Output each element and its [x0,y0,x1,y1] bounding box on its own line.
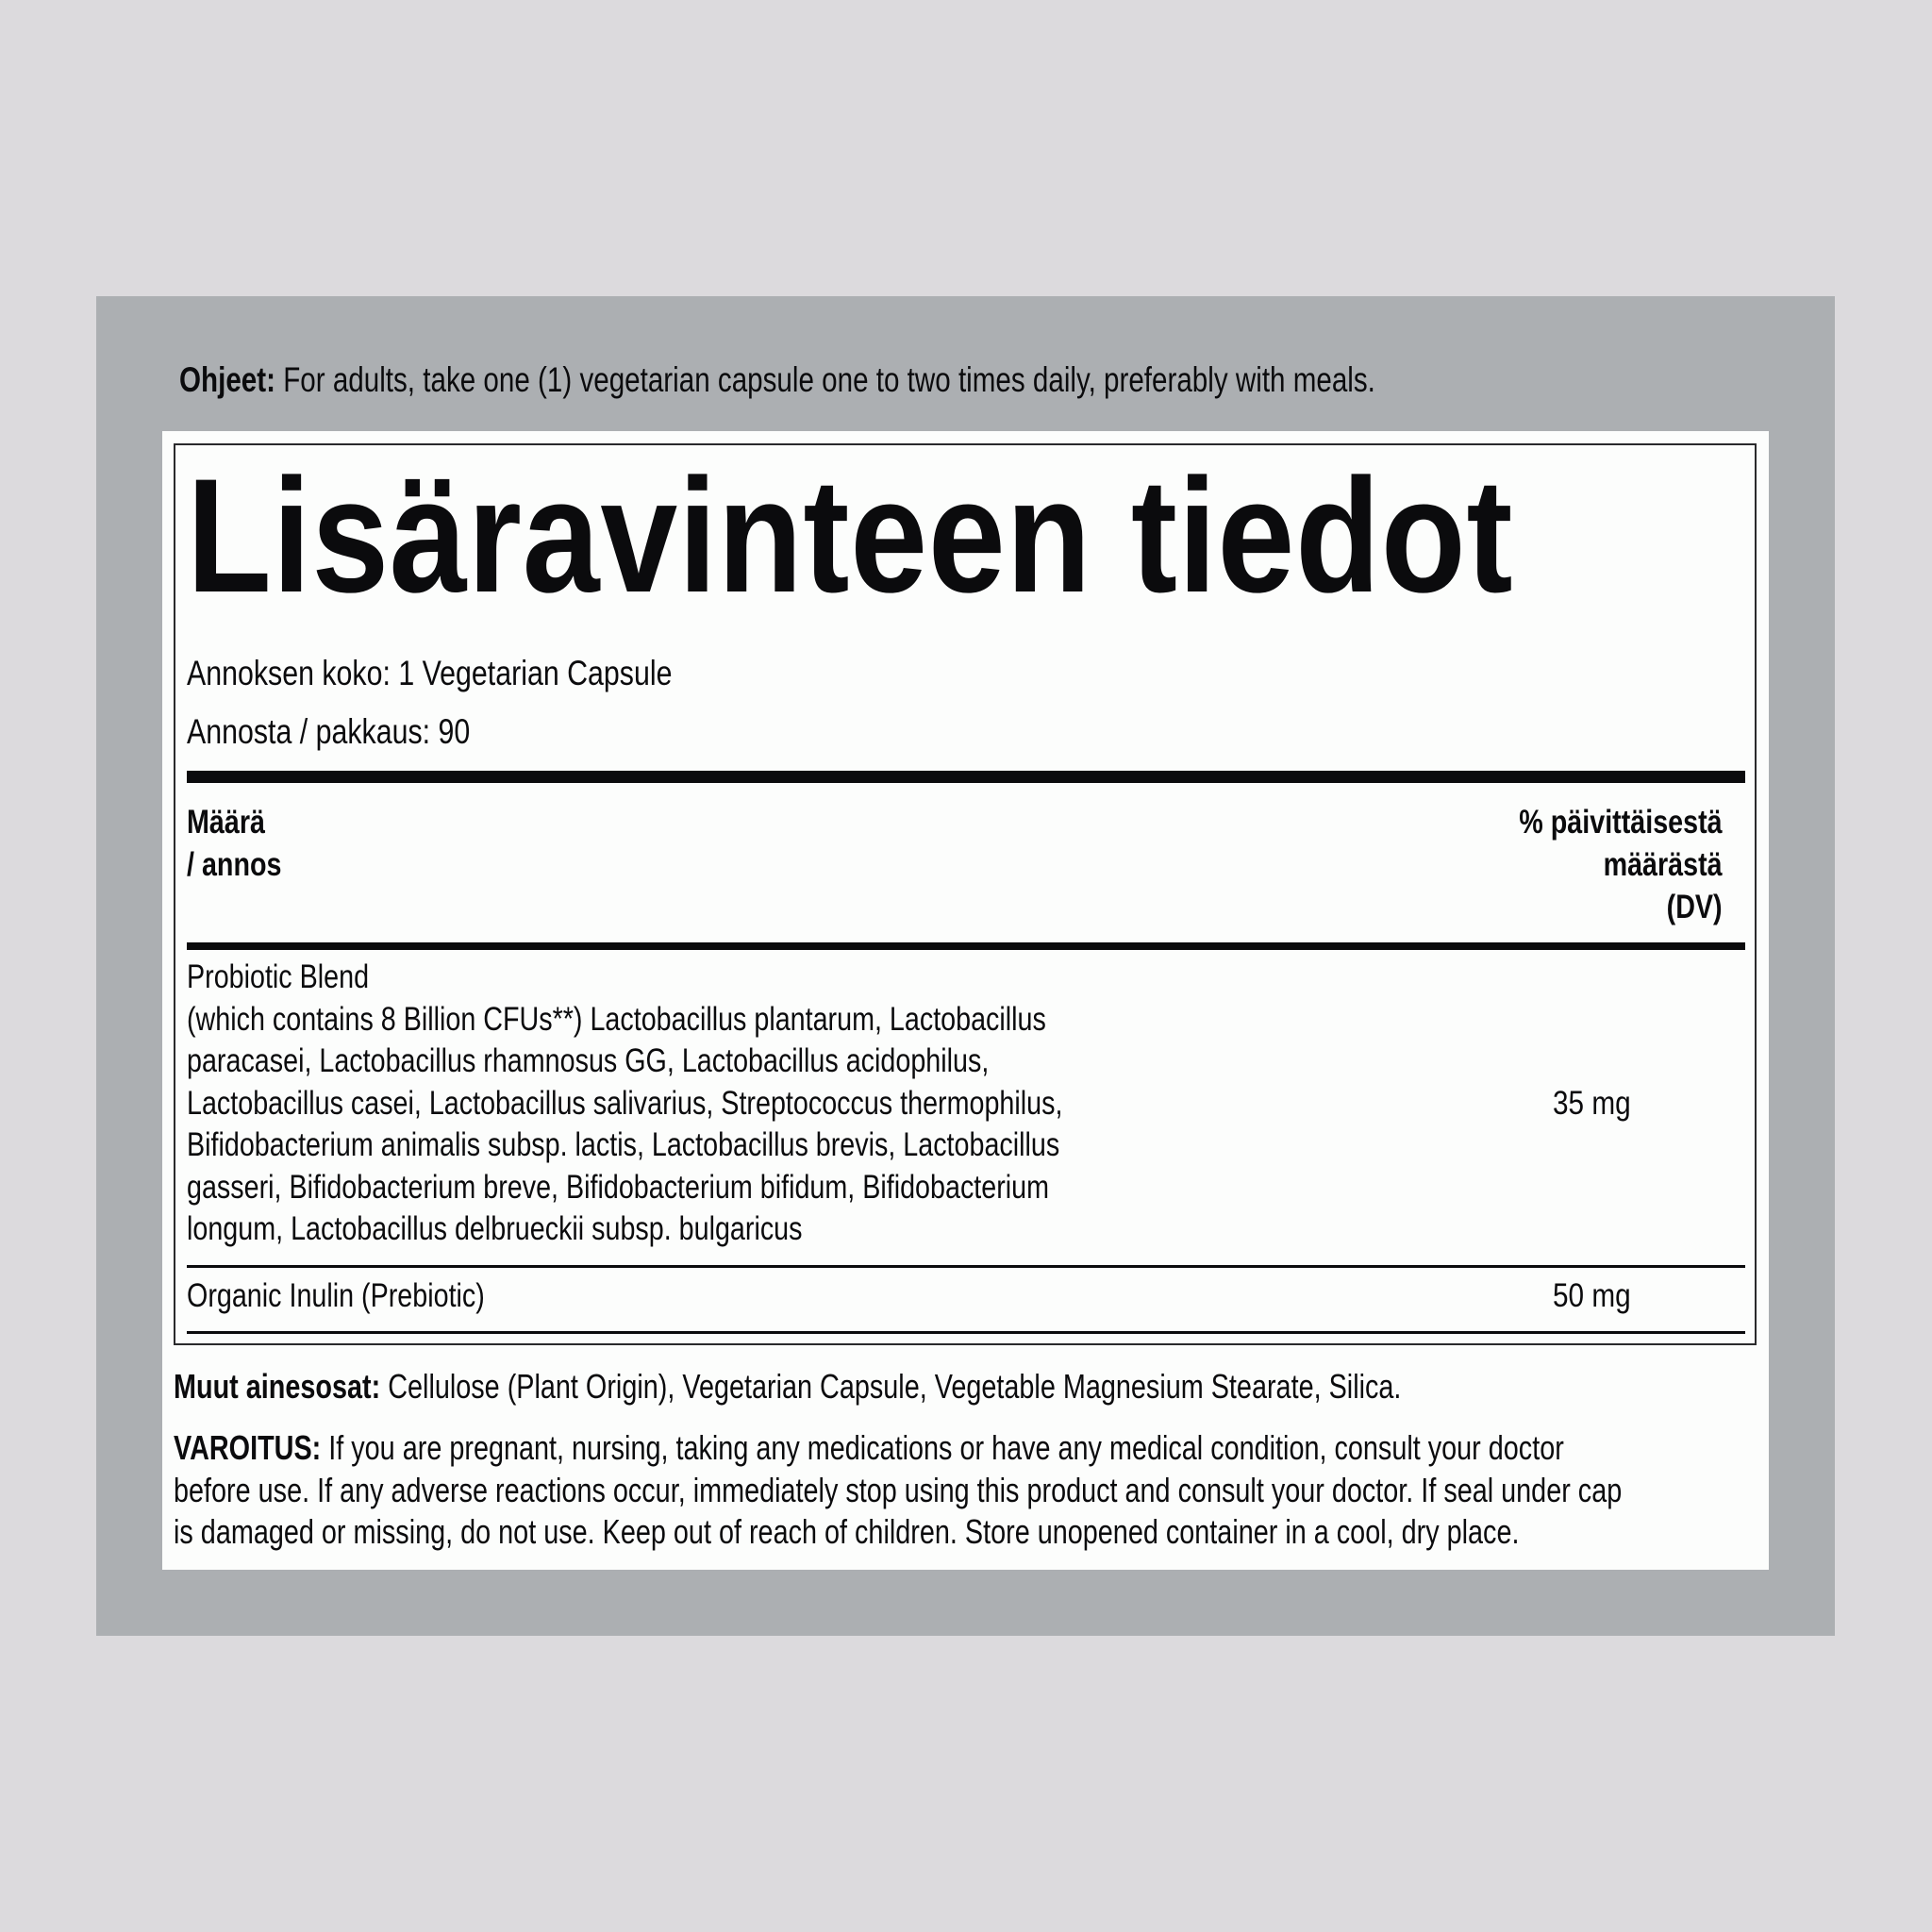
ingredient-detail-line: (which contains 8 Billion CFUs**) Lactobacillus plantarum, Lactobacillus [187,1000,1046,1038]
thin-divider-bottom [187,1331,1745,1334]
other-ingredients-label: Muut ainesosat: [174,1367,381,1406]
ingredient-detail-line: paracasei, Lactobacillus rhamnosus GG, Lactobacillus acidophilus, [187,1042,990,1079]
amount-per-serving-header [187,801,281,886]
thick-divider-header [187,942,1745,950]
warning-text [174,1427,1622,1554]
daily-value-header [1520,801,1723,928]
servings-per-container: Annosta / pakkaus: 90 [187,712,471,751]
ingredient-detail-line: Bifidobacterium animalis subsp. lactis, Lactobacillus brevis, Lactobacillus [187,1126,1060,1163]
thick-divider-top [187,771,1745,783]
ingredient-amount: 35 mg [1553,1085,1631,1122]
ingredient-detail-line: gasseri, Bifidobacterium breve, Bifidobacterium bifidum, Bifidobacterium [187,1168,1050,1206]
ingredient-amount: 50 mg [1553,1277,1631,1314]
warning-label: VAROITUS: [174,1428,322,1467]
ingredient-name: Organic Inulin (Prebiotic) [187,1277,485,1314]
serving-size: Annoksen koko: 1 Vegetarian Capsule [187,654,673,692]
amount-header-line1: Määrä [187,804,265,841]
directions-text [179,357,1375,404]
other-ingredients-text: Cellulose (Plant Origin), Vegetarian Capsule, Vegetable Magnesium Stearate, Silica. [380,1367,1402,1406]
warning-line: is damaged or missing, do not use. Keep out of reach of children. Store unopened container in a cool, dry place. [174,1512,1520,1551]
facts-title: Lisäravinteen tiedot [187,445,1514,626]
warning-line: before use. If any adverse reactions occur, immediately stop using this product and consult your doctor. If seal under cap [174,1470,1623,1509]
table-row-probiotic-blend [187,957,1062,1251]
warning-line: If you are pregnant, nursing, taking any medications or have any medical condition, consult your doctor [321,1428,1564,1467]
directions-label: Ohjeet: [179,360,275,399]
dv-header-line2: määrästä [1603,846,1723,883]
other-ingredients [174,1364,1401,1409]
directions-body: For adults, take one (1) vegetarian capsule one to two times daily, preferably with meals. [275,360,1375,399]
thin-divider [187,1265,1745,1268]
table-row-organic-inulin [187,1275,485,1318]
dv-header-line3: (DV) [1667,889,1723,925]
amount-header-line2: / annos [187,846,282,883]
ingredient-detail-line: longum, Lactobacillus delbrueckii subsp. bulgaricus [187,1210,803,1247]
dv-header-line1: % päivittäisestä [1519,804,1723,841]
ingredient-detail-line: Lactobacillus casei, Lactobacillus salivarius, Streptococcus thermophilus, [187,1084,1063,1122]
ingredient-name: Probiotic Blend [187,958,370,995]
